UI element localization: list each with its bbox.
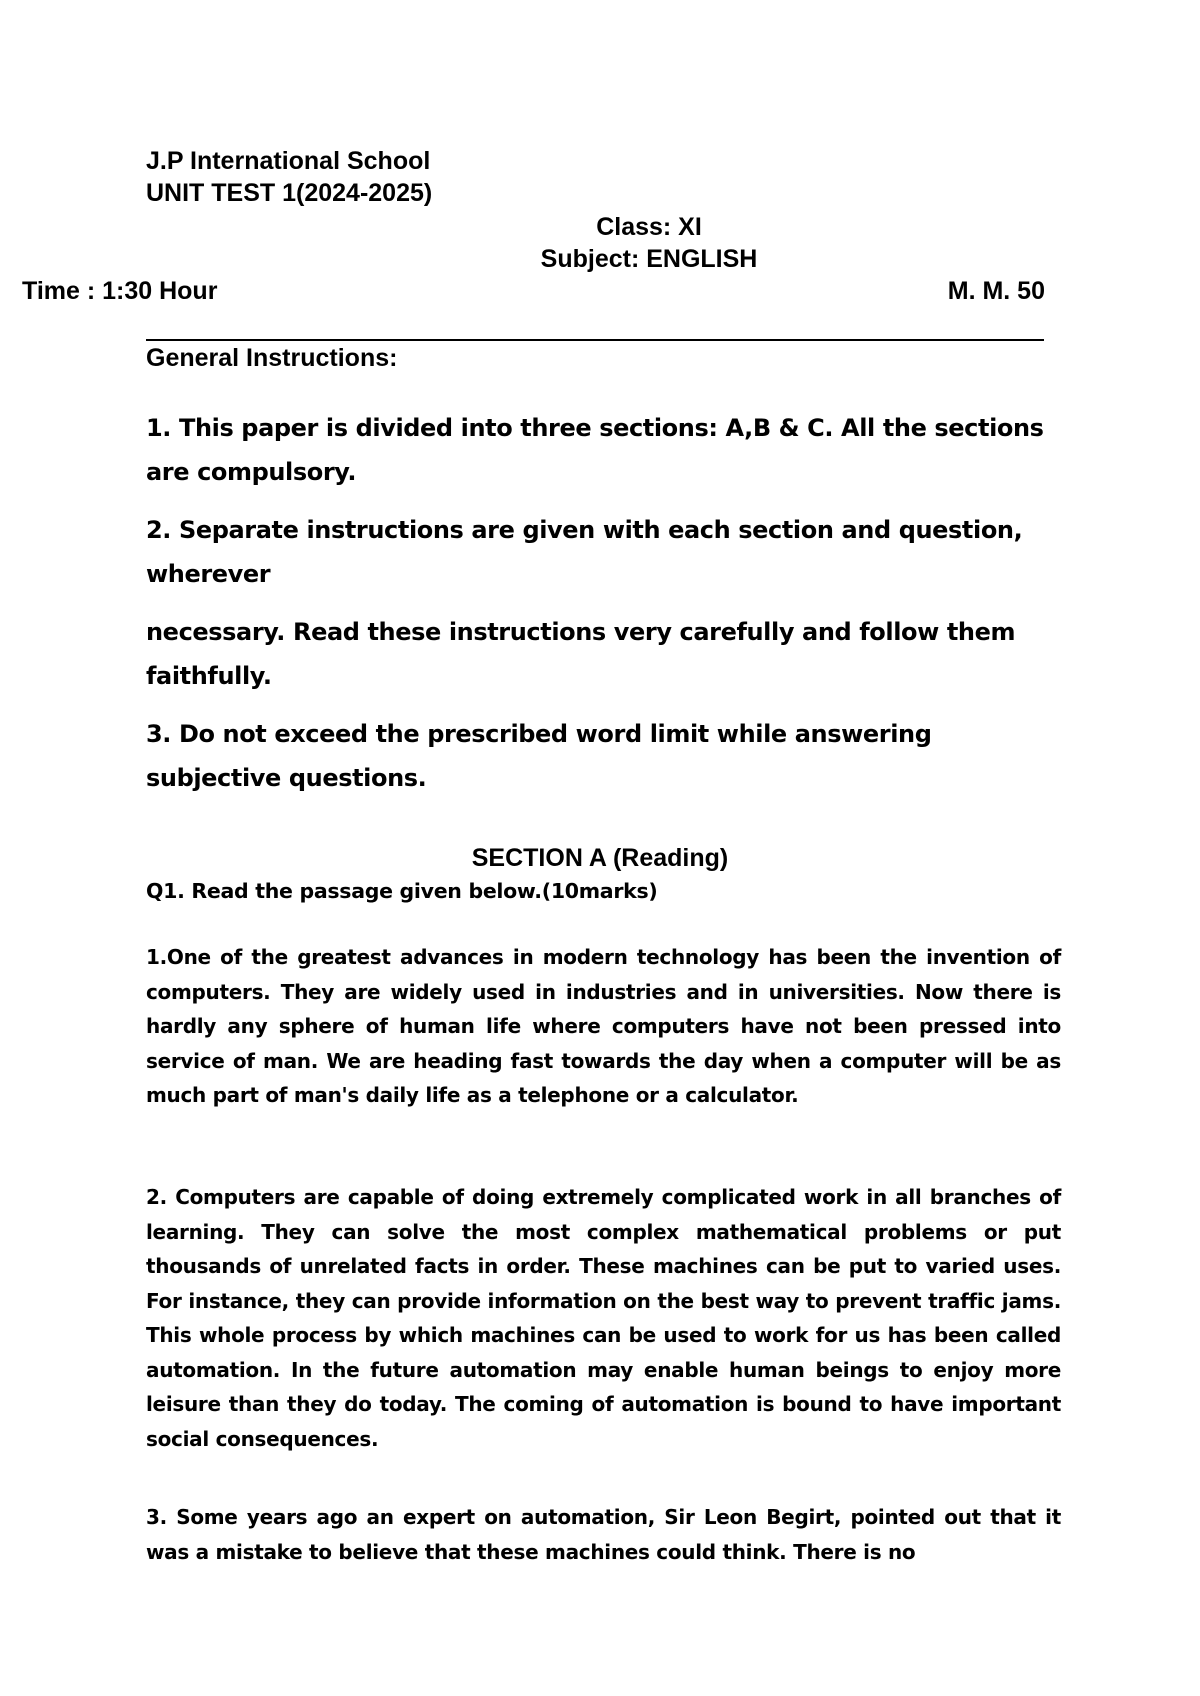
time-label: Time : 1:30 Hour [22,277,218,305]
passage-paragraph-2: 2. Computers are capable of doing extremely complicated work in all branches of learning. They can solve the most complex mathematical problems or put thousands of unrelated facts in order. These machines can be put to varied uses. For instance, they can provide information on the best way to prevent traffic jams. This whole process by which machines can be used to work for us has been called automation. In the future automation may enable human beings to enjoy more leisure than they do today. The coming of automation is bound to have important social consequences. [146,1185,1061,1451]
section-a-title: SECTION A (Reading) [471,844,729,872]
class-label: Class: XI [596,213,702,241]
passage-paragraph-3: 3. Some years ago an expert on automation, Sir Leon Begirt, pointed out that it was a mistake to believe that these machines could think. There is no [146,1505,1061,1564]
school-name: J.P International School [146,147,431,175]
max-marks-label: M. M. 50 [947,277,1045,305]
instruction-2-continued: necessary. Read these instructions very carefully and follow them faithfully. [146,618,1016,690]
instruction-1: 1. This paper is divided into three sections: A,B & C. All the sections are compulsory. [146,414,1044,486]
instruction-2: 2. Separate instructions are given with each section and question, wherever [146,516,1023,588]
instruction-3: 3. Do not exceed the prescribed word limit while answering subjective questions. [146,720,932,792]
subject-label: Subject: ENGLISH [540,245,758,273]
instructions-title: General Instructions: [146,344,398,372]
passage-paragraph-1: 1.One of the greatest advances in modern technology has been the invention of computers. They are widely used in industries and in universities. Now there is hardly any sphere of human life where computers have not been pressed into service of man. We are heading fast towards the day when a computer will be as much part of man's daily life as a telephone or a calculator. [146,945,1061,1107]
header-divider [146,339,1044,341]
question-1: Q1. Read the passage given below.(10marks) [146,879,658,903]
test-title: UNIT TEST 1(2024-2025) [146,179,433,207]
